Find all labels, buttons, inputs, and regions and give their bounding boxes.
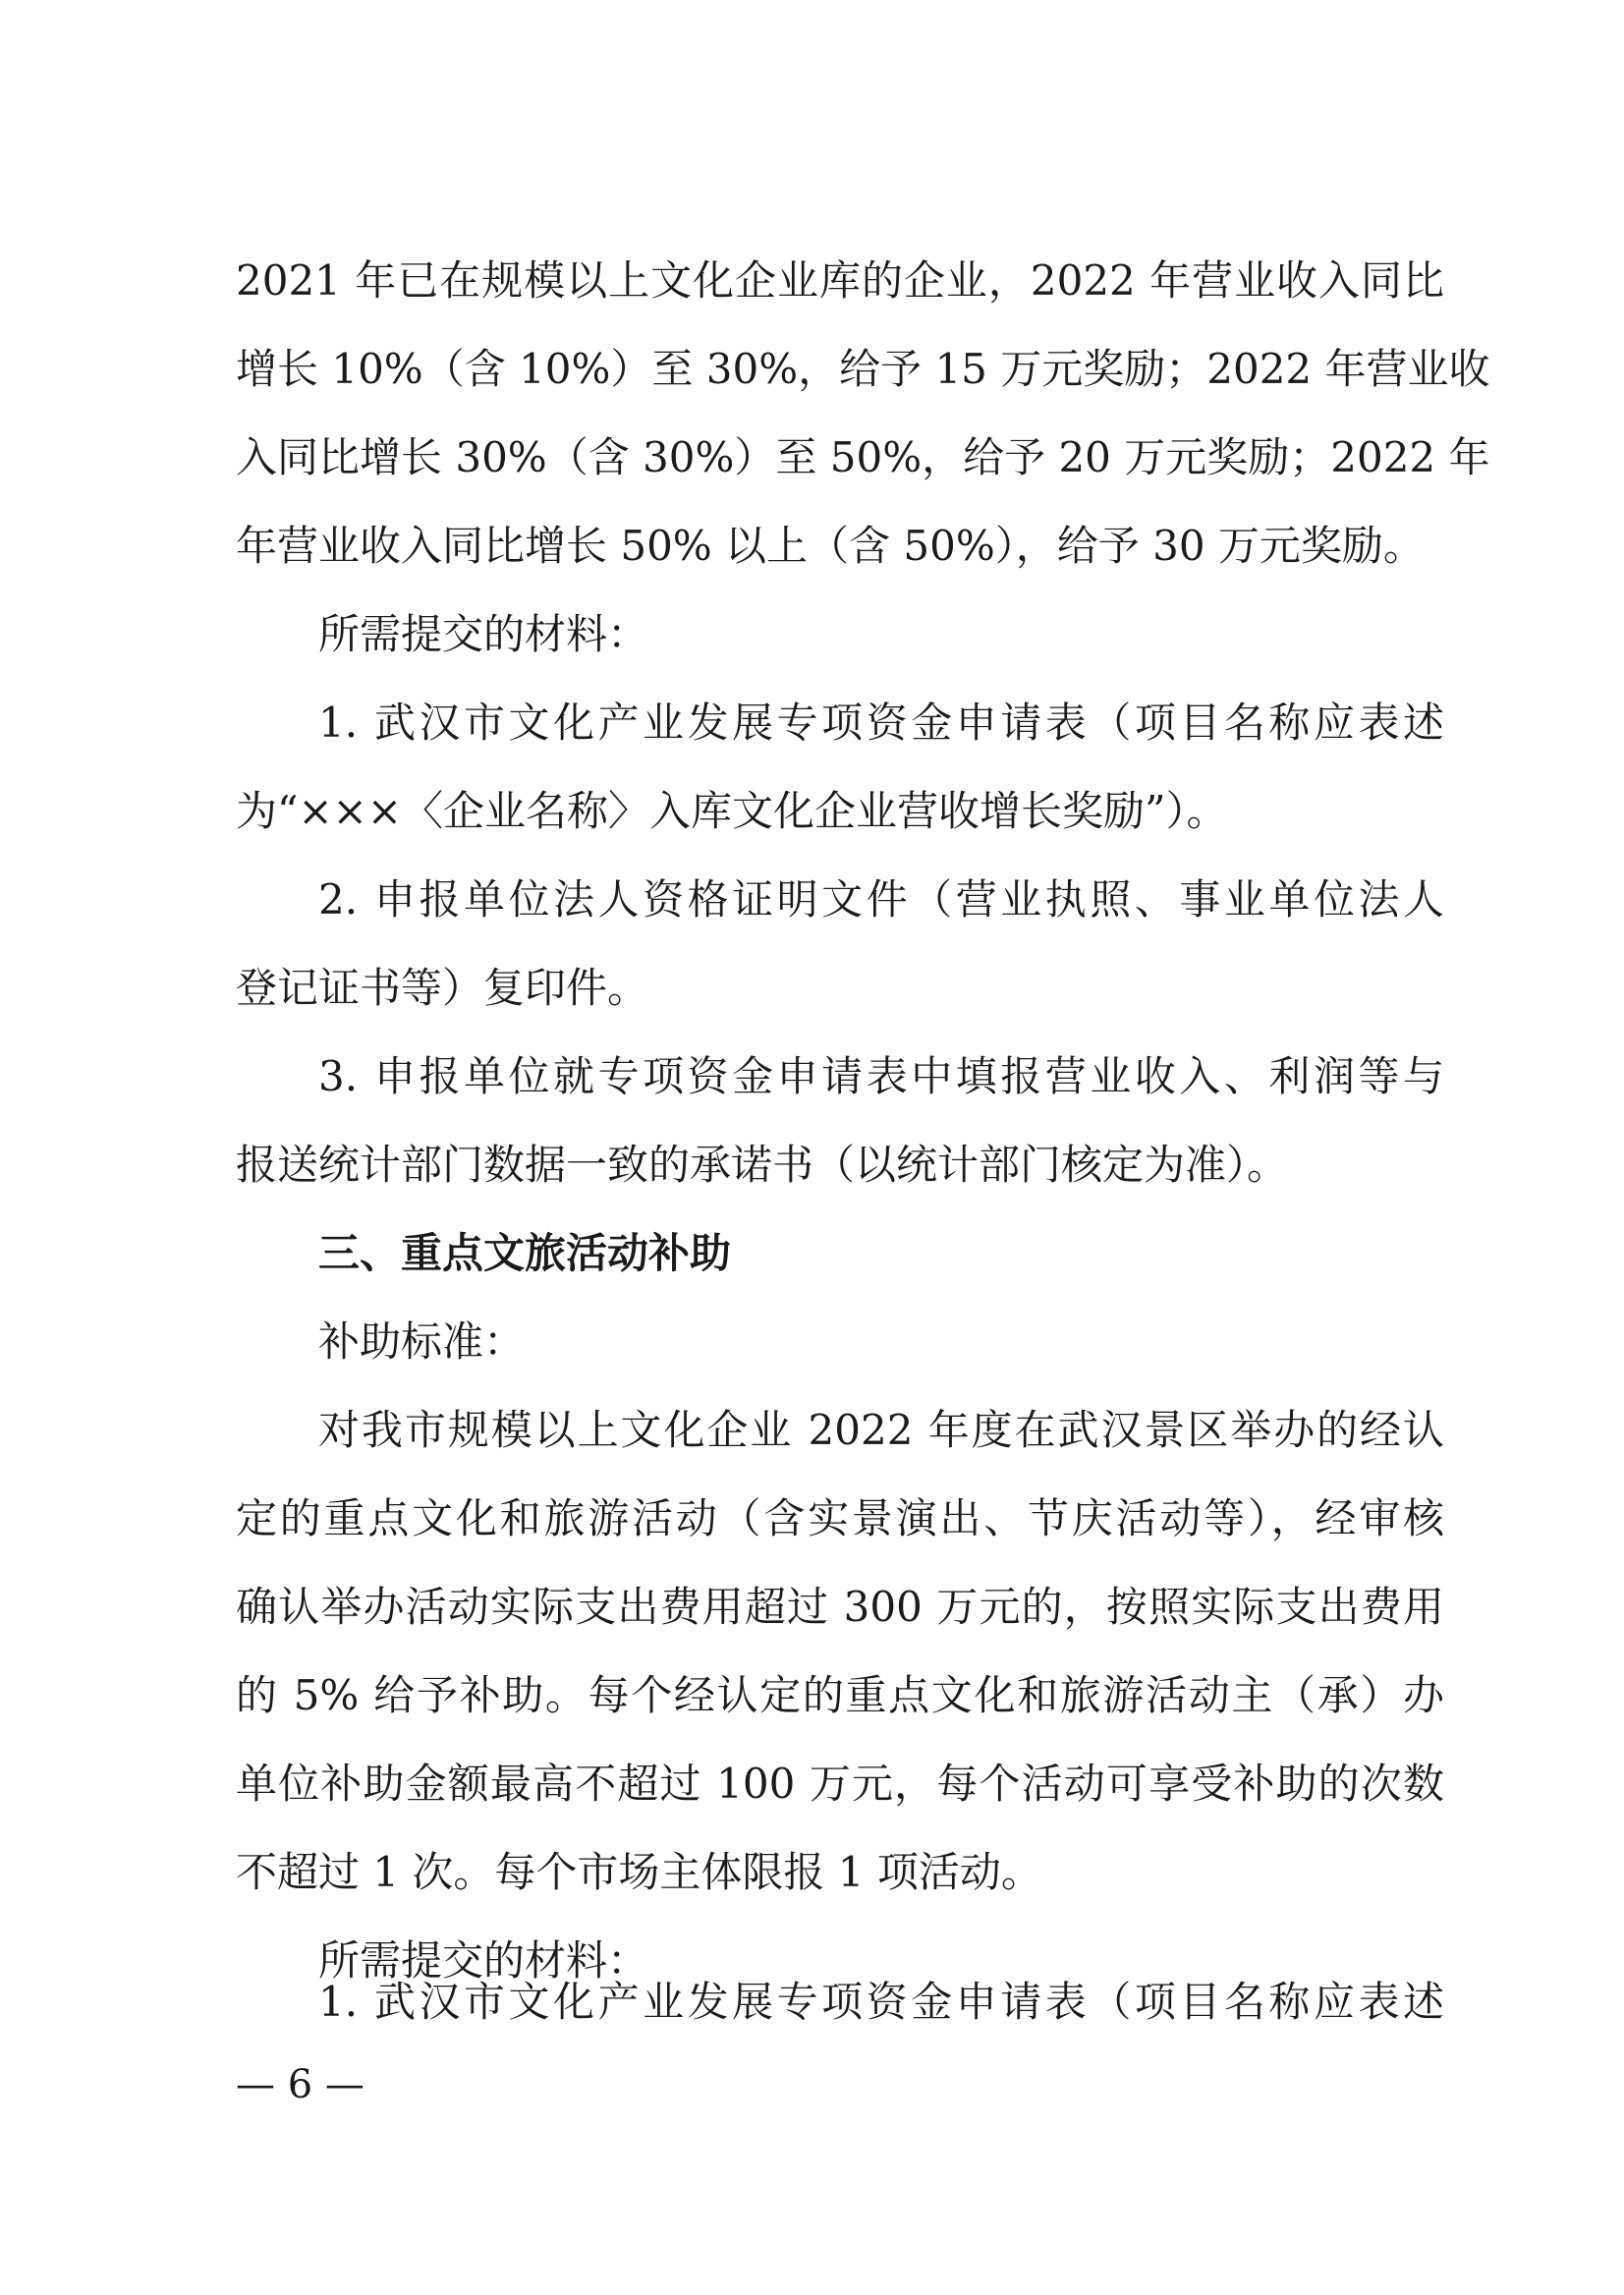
list-item-continuation: 为“×××〈企业名称〉入库文化企业营收增长奖励”）。	[236, 787, 1228, 835]
list-item-continuation: 登记证书等）复印件。	[236, 964, 649, 1012]
body-line: 对我市规模以上文化企业 2022 年度在武汉景区举办的经认	[318, 1406, 1444, 1454]
list-item: 3. 申报单位就专项资金申请表中填报营业收入、利润等与	[318, 1052, 1444, 1100]
list-item: 1. 武汉市文化产业发展专项资金申请表（项目名称应表述	[318, 1978, 1444, 2026]
body-line: 单位补助金额最高不超过 100 万元，每个活动可享受补助的次数	[236, 1760, 1444, 1808]
body-line: 不超过 1 次。每个市场主体限报 1 项活动。	[236, 1848, 1042, 1896]
body-line: 增长 10%（含 10%）至 30%，给予 15 万元奖励；2022 年营业收	[236, 345, 1490, 393]
page-number: — 6 —	[236, 2062, 364, 2107]
body-line: 确认举办活动实际支出费用超过 300 万元的，按照实际支出费用	[236, 1583, 1444, 1631]
body-line: 入同比增长 30%（含 30%）至 50%，给予 20 万元奖励；2022 年	[236, 433, 1490, 481]
section-label: 所需提交的材料：	[318, 1936, 649, 1985]
body-line: 的 5% 给予补助。每个经认定的重点文化和旅游活动主（承）办	[236, 1671, 1444, 1719]
list-item-continuation: 报送统计部门数据一致的承诺书（以统计部门核定为准）。	[236, 1141, 1289, 1189]
list-item: 1. 武汉市文化产业发展专项资金申请表（项目名称应表述	[318, 699, 1444, 747]
section-label: 补助标准：	[318, 1317, 526, 1366]
body-line: 定的重点文化和旅游活动（含实景演出、节庆活动等），经审核	[236, 1494, 1444, 1542]
section-label: 所需提交的材料：	[318, 610, 649, 658]
body-line: 2021 年已在规模以上文化企业库的企业，2022 年营业收入同比	[236, 256, 1444, 305]
list-item: 2. 申报单位法人资格证明文件（营业执照、事业单位法人	[318, 875, 1444, 924]
section-heading: 三、重点文旅活动补助	[318, 1229, 732, 1277]
body-line: 年营业收入同比增长 50% 以上（含 50%），给予 30 万元奖励。	[236, 522, 1425, 570]
